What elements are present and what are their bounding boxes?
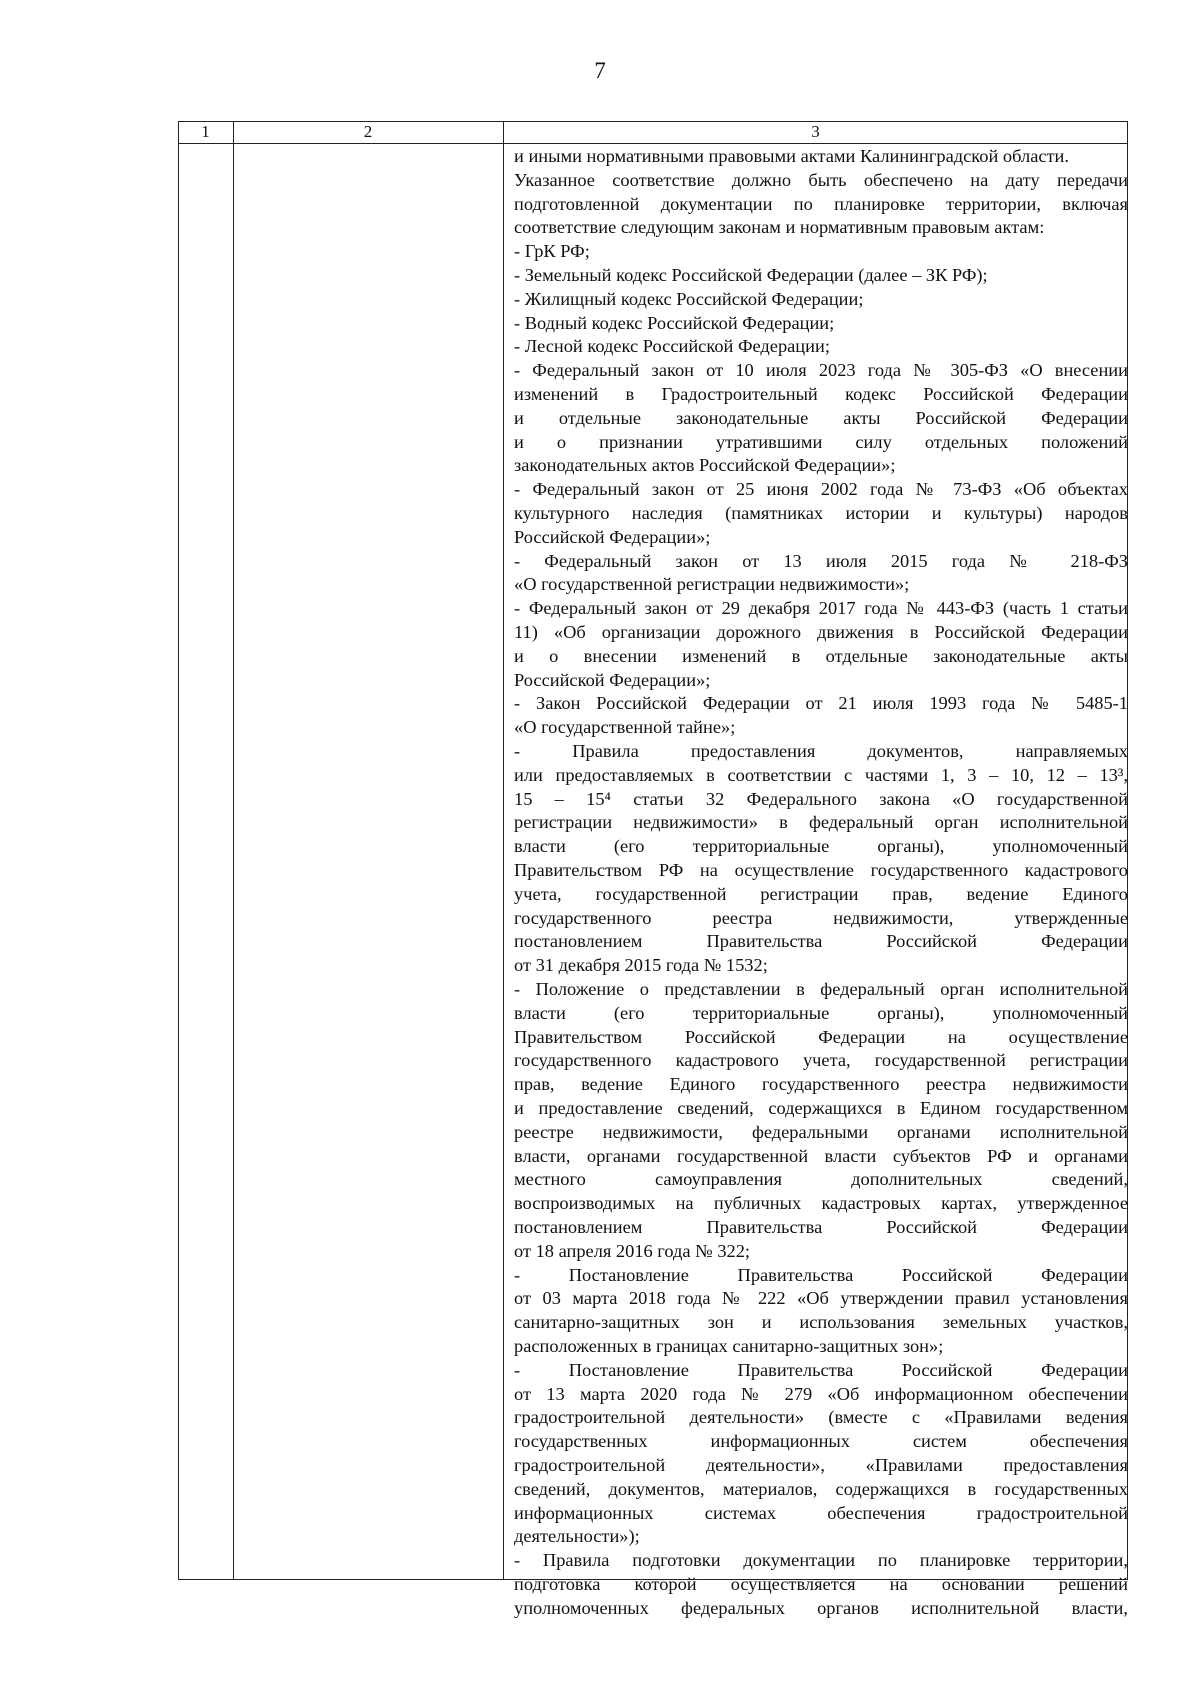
text-line: власти (его территориальные органы), уполномоченный <box>514 1002 1128 1023</box>
text-line: - Федеральный закон от 10 июля 2023 года № 305-ФЗ «О внесении <box>514 360 1128 381</box>
text-line: - Лесной кодекс Российской Федерации; <box>514 336 830 357</box>
column-header-3: 3 <box>811 122 820 141</box>
text-line: прав, ведение Единого государственного реестра недвижимости <box>514 1074 1128 1095</box>
text-line: от 31 декабря 2015 года № 1532; <box>514 955 768 976</box>
text-line: изменений в Градостроительный кодекс Российской Федерации <box>514 384 1128 404</box>
text-line: - Постановление Правительства Российской Федерации <box>514 1359 1128 1380</box>
text-line: - Земельный кодекс Российской Федерации (далее – ЗК РФ); <box>514 265 988 285</box>
text-line: Российской Федерации»; <box>514 669 711 690</box>
text-line: - Правила подготовки документации по планировке территории, <box>514 1550 1128 1571</box>
text-line: деятельности»); <box>514 1526 640 1547</box>
text-line: Правительством Российской Федерации на осуществление <box>514 1026 1128 1047</box>
text-line: регистрации недвижимости» в федеральный орган исполнительной <box>514 812 1128 833</box>
text-line: градостроительной деятельности», «Правилами предоставления <box>514 1455 1128 1475</box>
text-line: Правительством РФ на осуществление государственного кадастрового <box>514 860 1128 880</box>
text-line: Российской Федерации»; <box>514 526 711 547</box>
text-line: расположенных в границах санитарно-защитных зон»; <box>514 1336 944 1356</box>
text-line: постановлением Правительства Российской Федерации <box>514 1217 1128 1237</box>
text-line: подготовленной документации по планировке территории, включая <box>514 193 1128 214</box>
text-line: - ГрК РФ; <box>514 241 590 262</box>
text-line: учета, государственной регистрации прав, ведение Единого <box>514 883 1128 904</box>
text-line: и о внесении изменений в отдельные законодательные акты <box>514 645 1128 666</box>
text-line: или предоставляемых в соответствии с частями 1, 3 – 10, 12 – 13³, <box>514 764 1128 785</box>
page-number: 7 <box>594 58 606 83</box>
column-divider-1 <box>233 121 234 1580</box>
text-line: государственных информационных систем обеспечения <box>514 1431 1128 1452</box>
text-line: от 18 апреля 2016 года № 322; <box>514 1240 751 1261</box>
text-line: власти (его территориальные органы), уполномоченный <box>514 836 1128 857</box>
text-line: постановлением Правительства Российской Федерации <box>514 931 1128 952</box>
column-divider-2 <box>503 121 504 1580</box>
text-line: - Водный кодекс Российской Федерации; <box>514 312 835 333</box>
text-line: и отдельные законодательные акты Российской Федерации <box>514 407 1128 428</box>
text-line: - Закон Российской Федерации от 21 июля 1993 года № 5485-1 <box>514 693 1128 714</box>
text-line: культурного наследия (памятниках истории и культуры) народов <box>514 503 1128 523</box>
text-line: и иными нормативными правовыми актами Калининградской области. <box>514 146 1069 166</box>
text-line: «О государственной регистрации недвижимости»; <box>514 574 910 595</box>
text-line: «О государственной тайне»; <box>514 717 736 738</box>
text-line: местного самоуправления дополнительных сведений, <box>514 1169 1128 1190</box>
column-header-1: 1 <box>201 122 210 141</box>
text-line: подготовка которой осуществляется на основании решений <box>514 1574 1128 1594</box>
text-line: от 13 марта 2020 года № 279 «Об информационном обеспечении <box>514 1383 1128 1404</box>
text-line: воспроизводимых на публичных кадастровых картах, утвержденное <box>514 1193 1128 1214</box>
text-line: - Федеральный закон от 29 декабря 2017 года № 443-ФЗ (часть 1 статьи <box>514 598 1128 619</box>
text-line: 11) «Об организации дорожного движения в Российской Федерации <box>514 622 1128 642</box>
text-line: - Федеральный закон от 25 июня 2002 года № 73-ФЗ «Об объектах <box>514 479 1128 500</box>
text-line: - Правила предоставления документов, направляемых <box>514 741 1128 761</box>
text-line: и предоставление сведений, содержащихся в Едином государственном <box>514 1098 1128 1118</box>
text-line: реестре недвижимости, федеральными органами исполнительной <box>514 1121 1128 1142</box>
text-line: сведений, документов, материалов, содержащихся в государственных <box>514 1478 1128 1499</box>
text-line: - Жилищный кодекс Российской Федерации; <box>514 288 864 309</box>
text-line: государственного реестра недвижимости, утвержденные <box>514 907 1128 928</box>
column-header-2: 2 <box>363 122 373 141</box>
text-line: - Положение о представлении в федеральный орган исполнительной <box>514 979 1128 999</box>
text-line: - Федеральный закон от 13 июля 2015 года № 218-ФЗ <box>514 550 1128 571</box>
text-line: и о признании утратившими силу отдельных положений <box>514 431 1128 452</box>
text-line: информационных системах обеспечения градостроительной <box>514 1502 1128 1523</box>
text-line: Указанное соответствие должно быть обеспечено на дату передачи <box>514 169 1128 190</box>
text-line: власти, органами государственной власти субъектов РФ и органами <box>514 1145 1128 1166</box>
text-line: от 03 марта 2018 года № 222 «Об утверждении правил установления <box>514 1288 1128 1309</box>
text-line: градостроительной деятельности» (вместе с «Правилами ведения <box>514 1407 1128 1428</box>
text-line: - Постановление Правительства Российской Федерации <box>514 1264 1128 1285</box>
text-line: государственного кадастрового учета, государственной регистрации <box>514 1050 1128 1071</box>
text-line: уполномоченных федеральных органов исполнительной власти, <box>514 1597 1128 1618</box>
text-line: соответствие следующим законам и нормативным правовым актам: <box>514 217 1045 238</box>
text-line: законодательных актов Российской Федерации»; <box>514 455 896 476</box>
text-line: санитарно-защитных зон и использования земельных участков, <box>514 1312 1128 1333</box>
text-line: 15 – 15⁴ статьи 32 Федерального закона «О государственной <box>514 788 1128 809</box>
